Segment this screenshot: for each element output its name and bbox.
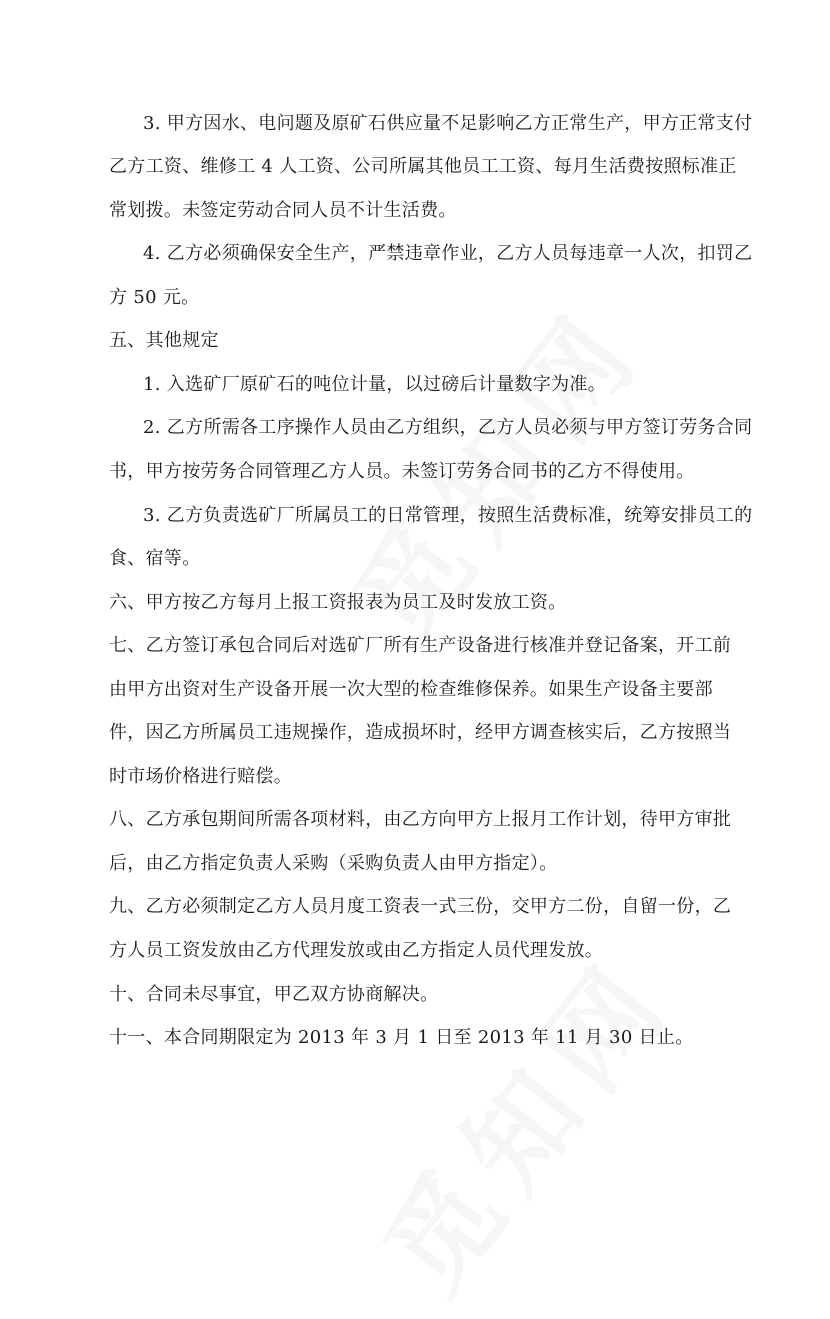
text-line: 七、乙方签订承包合同后对选矿厂所有生产设备进行核准并登记备案，开工前 <box>109 635 732 656</box>
text-line: 食、宿等。 <box>109 548 201 569</box>
text-line: 书，甲方按劳务合同管理乙方人员。未签订劳务合同书的乙方不得使用。 <box>109 461 695 482</box>
text-line: 后，由乙方指定负责人采购（采购负责人由甲方指定）。 <box>109 853 558 874</box>
text-line: 六、甲方按乙方每月上报工资报表为员工及时发放工资。 <box>109 592 567 613</box>
watermark <box>342 919 703 1319</box>
text-line: 十一、本合同期限定为 2013 年 3 月 1 日至 2013 年 11 月 30 日止。 <box>109 1027 694 1048</box>
text-line: 件，因乙方所属员工违规操作，造成损坏时，经甲方调查核实后，乙方按照当 <box>109 722 732 743</box>
text-line: 乙方工资、维修工 4 人工资、公司所属其他员工工资、每月生活费按照标准正 <box>109 156 737 177</box>
text-line: 由甲方出资对生产设备开展一次大型的检查维修保养。如果生产设备主要部 <box>109 679 713 700</box>
text-line: 1. 入选矿厂原矿石的吨位计量，以过磅后计量数字为准。 <box>143 374 606 395</box>
text-line: 常划拨。未签定劳动合同人员不计生活费。 <box>109 200 457 221</box>
text-line: 2. 乙方所需各工序操作人员由乙方组织，乙方人员必须与甲方签订劳务合同 <box>143 417 753 438</box>
text-line: 3. 乙方负责选矿厂所属员工的日常管理，按照生活费标准，统筹安排员工的 <box>143 505 753 526</box>
text-line: 十、合同未尽事宜，甲乙双方协商解决。 <box>109 984 439 1005</box>
text-line: 八、乙方承包期间所需各项材料，由乙方向甲方上报月工作计划，待甲方审批 <box>109 809 732 830</box>
text-line: 九、乙方必须制定乙方人员月度工资表一式三份，交甲方二份，自留一份，乙 <box>109 896 732 917</box>
text-line: 方 50 元。 <box>109 287 200 308</box>
text-line: 时市场价格进行赔偿。 <box>109 766 292 787</box>
text-line: 方人员工资发放由乙方代理发放或由乙方指定人员代理发放。 <box>109 940 604 961</box>
text-line: 4. 乙方必须确保安全生产，严禁违章作业，乙方人员每违章一人次，扣罚乙 <box>143 243 753 264</box>
text-line: 3. 甲方因水、电问题及原矿石供应量不足影响乙方正常生产，甲方正常支付 <box>143 113 753 134</box>
section-heading: 五、其他规定 <box>109 330 219 351</box>
